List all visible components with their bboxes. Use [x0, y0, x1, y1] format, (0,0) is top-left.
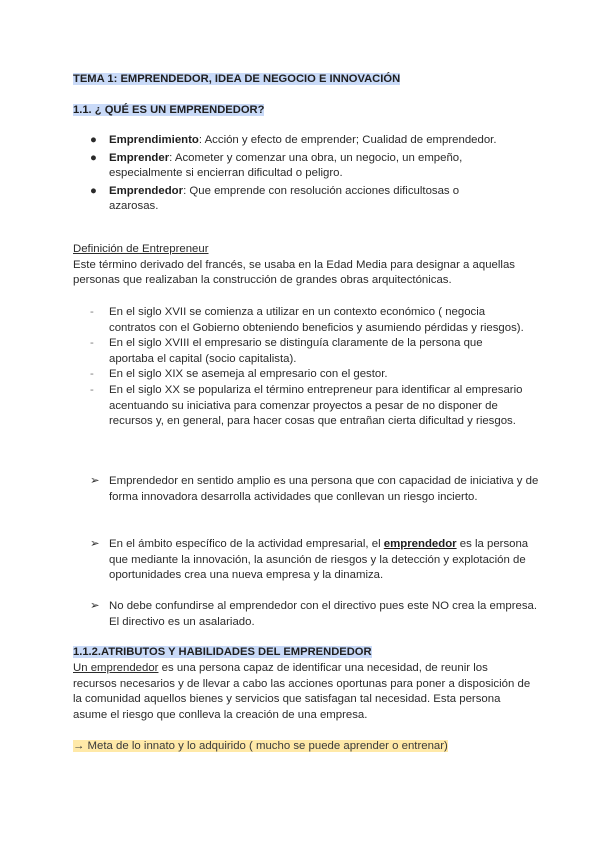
history-text: En el siglo XX se populariza el término entrepreneur para identificar al empresario acentuando su iniciativa para comenzar proyectos a pesar de no disponer de recursos y, en general, para hacer cosas que entrañan cierta dificultad y riesgos. [109, 383, 523, 428]
arrow-item-2 [90, 537, 549, 584]
list-item [90, 367, 530, 383]
arrow-bullet-icon: ➢ [90, 538, 100, 550]
term-definition: : Acometer y comenzar una obra, un negocio, un empeño, especialmente si encierran dificultad o peligro. [109, 151, 463, 180]
arrow-text: No debe confundirse al emprendedor con el directivo pues este NO crea la empresa. El directivo es un asalariado. [109, 600, 538, 628]
list-item [90, 305, 530, 336]
history-list [90, 305, 530, 430]
arrow-bullet-icon: ➢ [90, 600, 100, 612]
term: Emprendedor [109, 184, 184, 197]
term: Emprendimiento [109, 134, 199, 146]
list-item [90, 151, 510, 182]
arrow-item-3 [90, 599, 549, 630]
definition-text: Este término derivado del francés, se usaba en la Edad Media para designar a aquellas personas que realizaban la construcción de grandes obras arquitectónicas. [73, 258, 515, 287]
definitions-list [90, 133, 510, 217]
term: Emprender [109, 151, 170, 164]
bullet-icon: ● [90, 151, 97, 164]
entrepreneur-definition [73, 242, 533, 289]
bullet-icon: ● [90, 134, 97, 146]
title-highlight: TEMA 1: EMPRENDEDOR, IDEA DE NEGOCIO E INNOVACIÓN [73, 73, 401, 85]
dash-icon: - [90, 337, 94, 350]
definition-heading: Definición de Entrepreneur [73, 243, 209, 255]
arrow-text: Emprendedor en sentido amplio es una persona que con capacidad de iniciativa y de forma innovadora desarrolla actividades que conllevan un riesgo incierto. [109, 475, 539, 503]
note-highlight: → Meta de lo innato y lo adquirido ( mucho se puede aprender o entrenar) [73, 740, 448, 752]
entrepreneur-paragraph [73, 661, 533, 723]
document-title [73, 72, 533, 88]
history-text: En el siglo XVII se comienza a utilizar en un contexto económico ( negocia contratos con el Gobierno obteniendo beneficios y asumiendo pérdidas y riesgos). [109, 306, 524, 334]
arrow-text-pre: En el ámbito específico de la actividad empresarial, el [109, 538, 384, 550]
underlined-lead: Un emprendedor [73, 662, 159, 674]
history-text: En el siglo XIX se asemeja al empresario con el gestor. [109, 368, 388, 381]
section-heading-1 [73, 103, 533, 119]
arrow-text-post: es la persona que mediante la innovación, la asunción de riesgos y la detección y explotación de oportunidades crea una nueva empresa y la dinamiza. [109, 538, 529, 582]
list-item [90, 184, 510, 215]
dash-icon: - [90, 383, 94, 396]
arrow-bullet-icon: ➢ [90, 475, 100, 487]
bullet-icon: ● [90, 184, 97, 197]
arrow-item-1 [90, 474, 549, 505]
dash-icon: - [90, 306, 94, 318]
section1-highlight: 1.1. ¿ QUÉ ES UN EMPRENDEDOR? [73, 104, 265, 116]
history-text: En el siglo XVIII el empresario se distinguía claramente de la persona que aportaba el capital (socio capitalista). [109, 337, 483, 365]
term-definition: : Que emprende con resolución acciones dificultosas o azarosas. [109, 184, 460, 213]
term-definition: : Acción y efecto de emprender; Cualidad de emprendedor. [198, 134, 497, 146]
emphasized-term: emprendedor [383, 538, 457, 550]
list-item [90, 383, 530, 430]
section2-highlight: 1.1.2.ATRIBUTOS Y HABILIDADES DEL EMPRENDEDOR [73, 646, 372, 658]
section-heading-2 [73, 645, 533, 661]
list-item [90, 336, 530, 367]
paragraph-text: es una persona capaz de identificar una necesidad, de reunir los recursos necesarios y de llevar a cabo las acciones oportunas para poner a disposición de la comunidad aquellos bienes y servicios que satisfagan tal necesidad. Esta persona asume el riesgo que conlleva la creación de una empresa. [73, 662, 531, 721]
dash-icon: - [90, 368, 94, 381]
list-item [90, 133, 510, 149]
highlighted-note [73, 739, 533, 755]
